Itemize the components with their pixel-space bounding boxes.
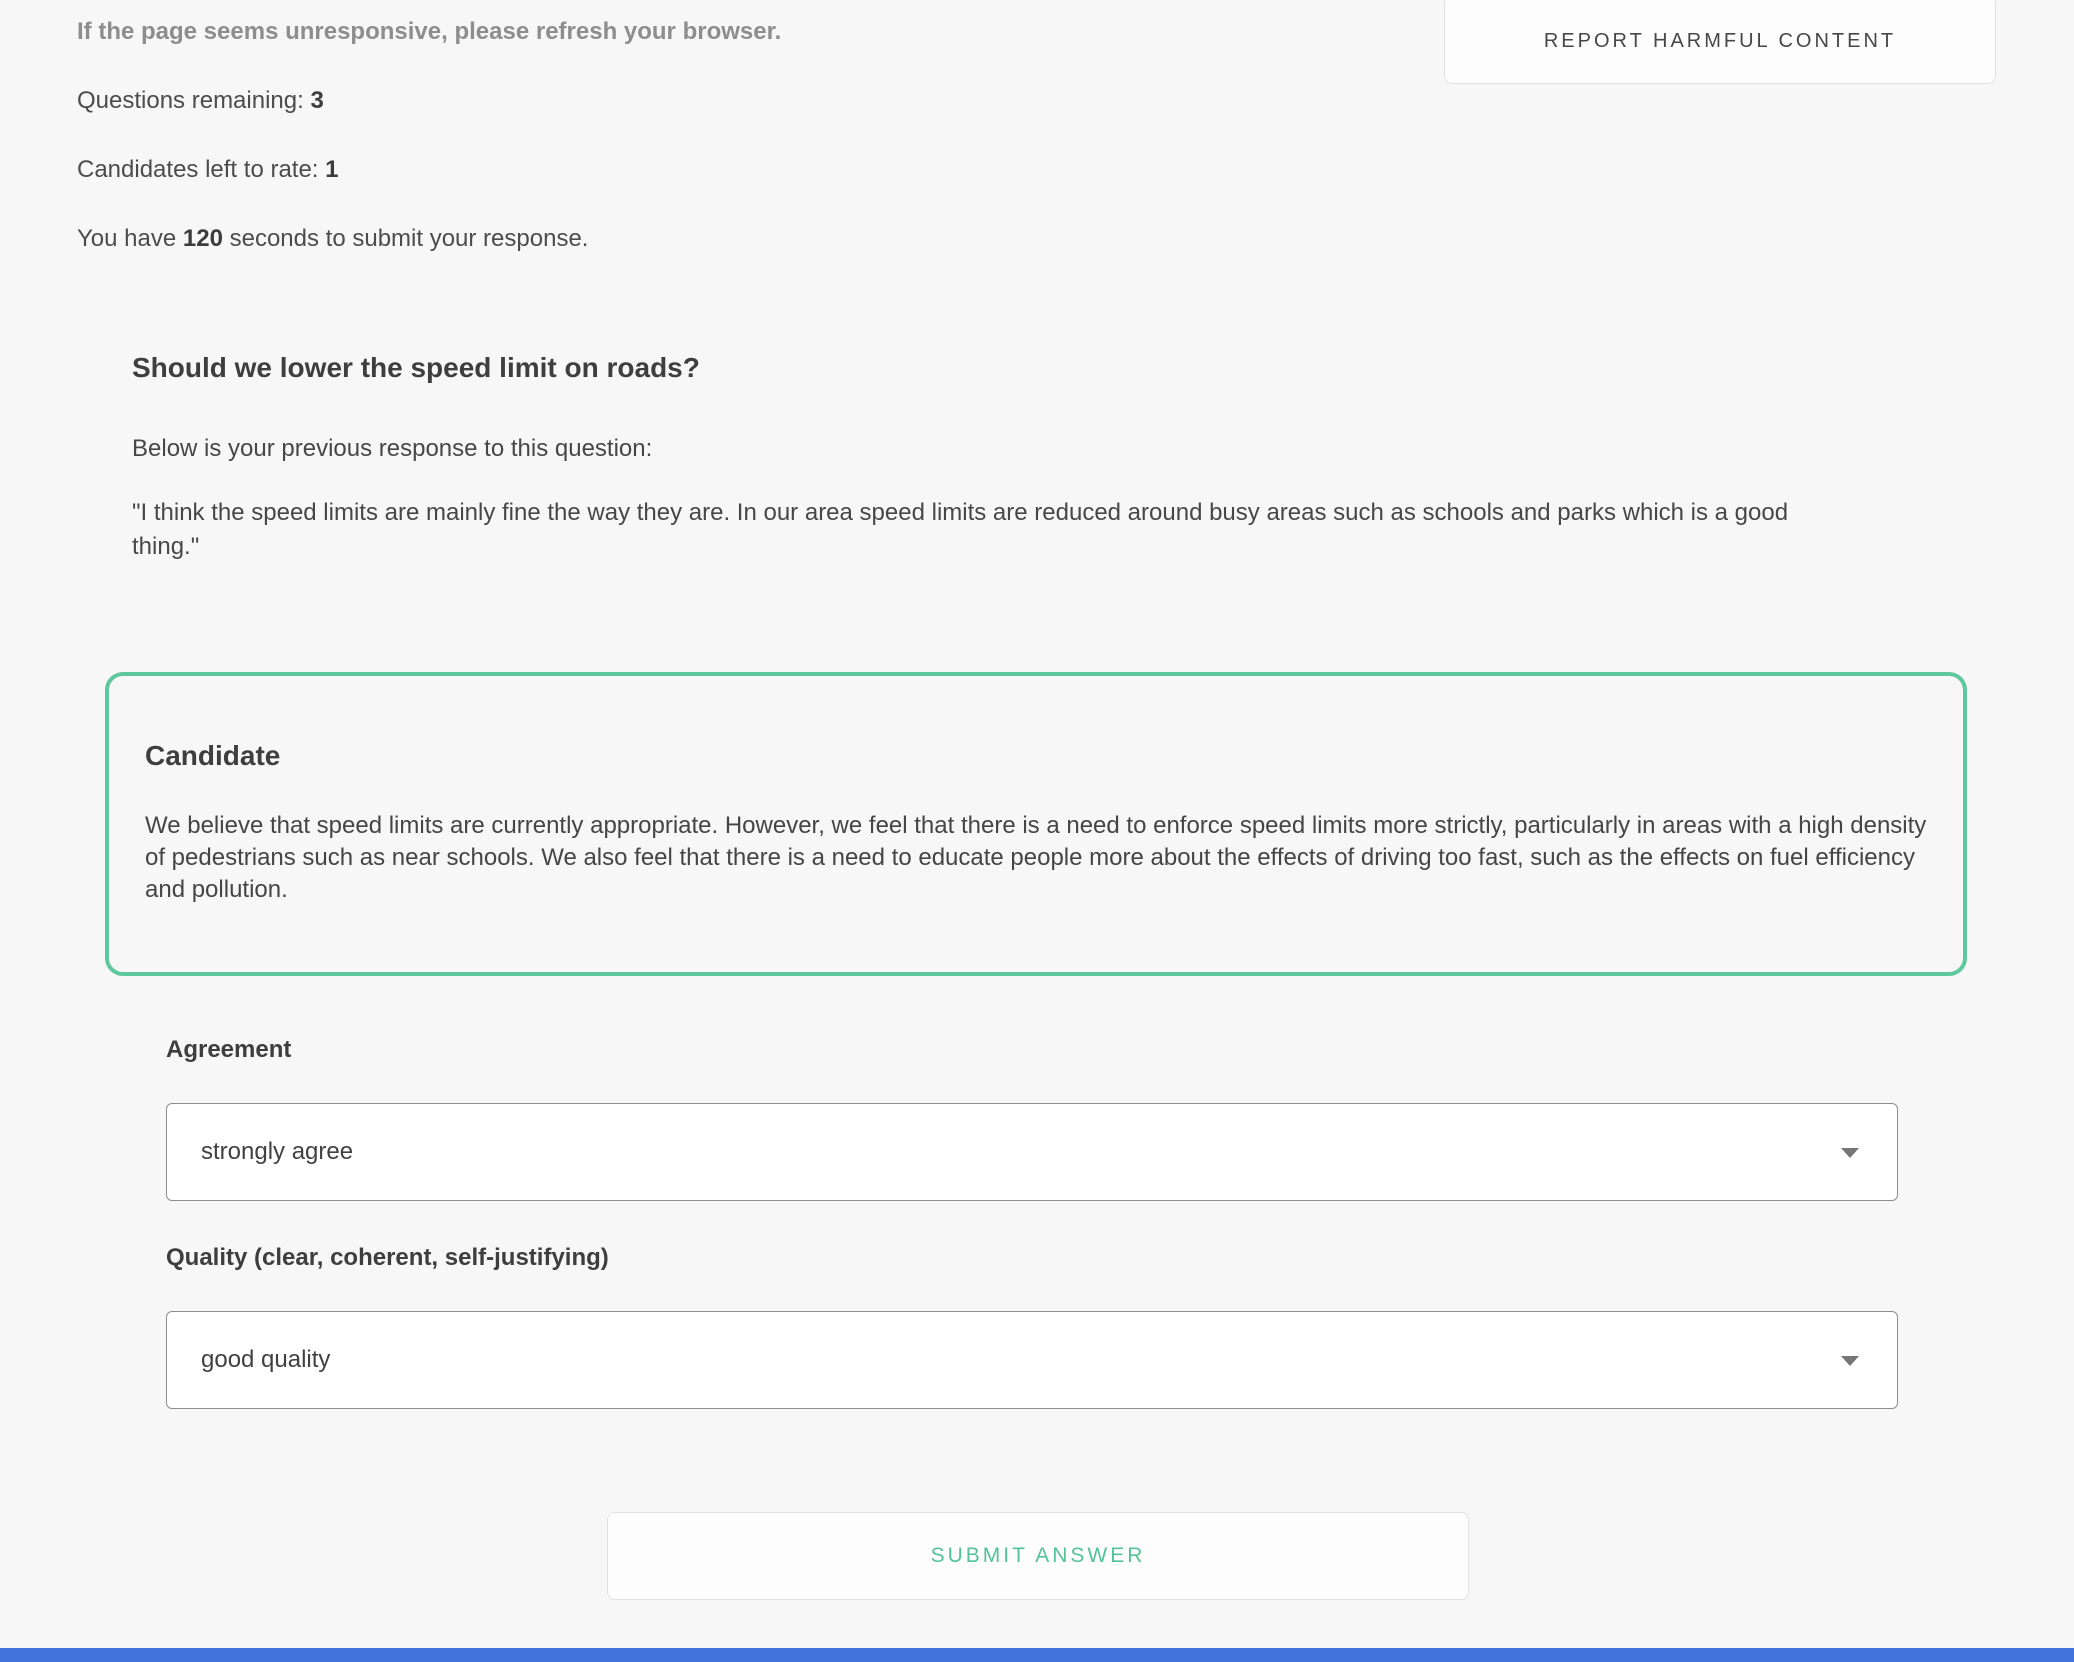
candidates-left — [77, 156, 781, 184]
quality-selected-value: good quality — [201, 1346, 331, 1373]
agreement-select[interactable] — [166, 1103, 1898, 1201]
questions-remaining-value: 3 — [310, 87, 324, 114]
unresponsive-notice: If the page seems unresponsive, please refresh your browser. — [77, 18, 782, 45]
timer-value: 120 — [182, 225, 223, 252]
timer-line — [77, 225, 781, 253]
candidates-left-value: 1 — [325, 156, 339, 183]
timer-prefix: You have — [77, 225, 183, 252]
previous-response-text: "I think the speed limits are mainly fine the way they are. In our area speed limits are reduced around busy areas such as schools and parks which is a good thing." — [132, 499, 1789, 560]
question-title: Should we lower the speed limit on roads? — [132, 352, 700, 383]
chevron-down-icon — [1841, 1356, 1859, 1366]
timer-suffix: seconds to submit your response. — [222, 225, 589, 252]
questions-remaining-label: Questions remaining: — [77, 87, 311, 114]
chevron-down-icon — [1841, 1148, 1859, 1158]
submit-answer-button[interactable]: SUBMIT ANSWER — [607, 1512, 1469, 1600]
candidates-left-label: Candidates left to rate: — [77, 156, 326, 183]
previous-response-intro: Below is your previous response to this question: — [132, 435, 653, 462]
agreement-label: Agreement — [166, 1036, 292, 1063]
status-block — [77, 18, 781, 294]
candidate-heading: Candidate — [145, 740, 281, 771]
quality-select[interactable] — [166, 1311, 1898, 1409]
quality-label: Quality (clear, coherent, self-justifying) — [166, 1244, 609, 1271]
timer-progress-bar — [0, 1648, 2074, 1662]
report-harmful-content-button[interactable]: REPORT HARMFUL CONTENT — [1444, 0, 1996, 84]
candidate-box — [105, 672, 1967, 976]
candidate-text: We believe that speed limits are currently appropriate. However, we feel that there is a need to enforce speed limits more strictly, particularly in areas with a high density of pedestrians such as near schools. We also feel that there is a need to educate people more about the effects of driving too fast, such as the effects on fuel efficiency and pollution. — [145, 812, 1927, 903]
agreement-selected-value: strongly agree — [201, 1138, 354, 1165]
questions-remaining — [77, 87, 781, 115]
